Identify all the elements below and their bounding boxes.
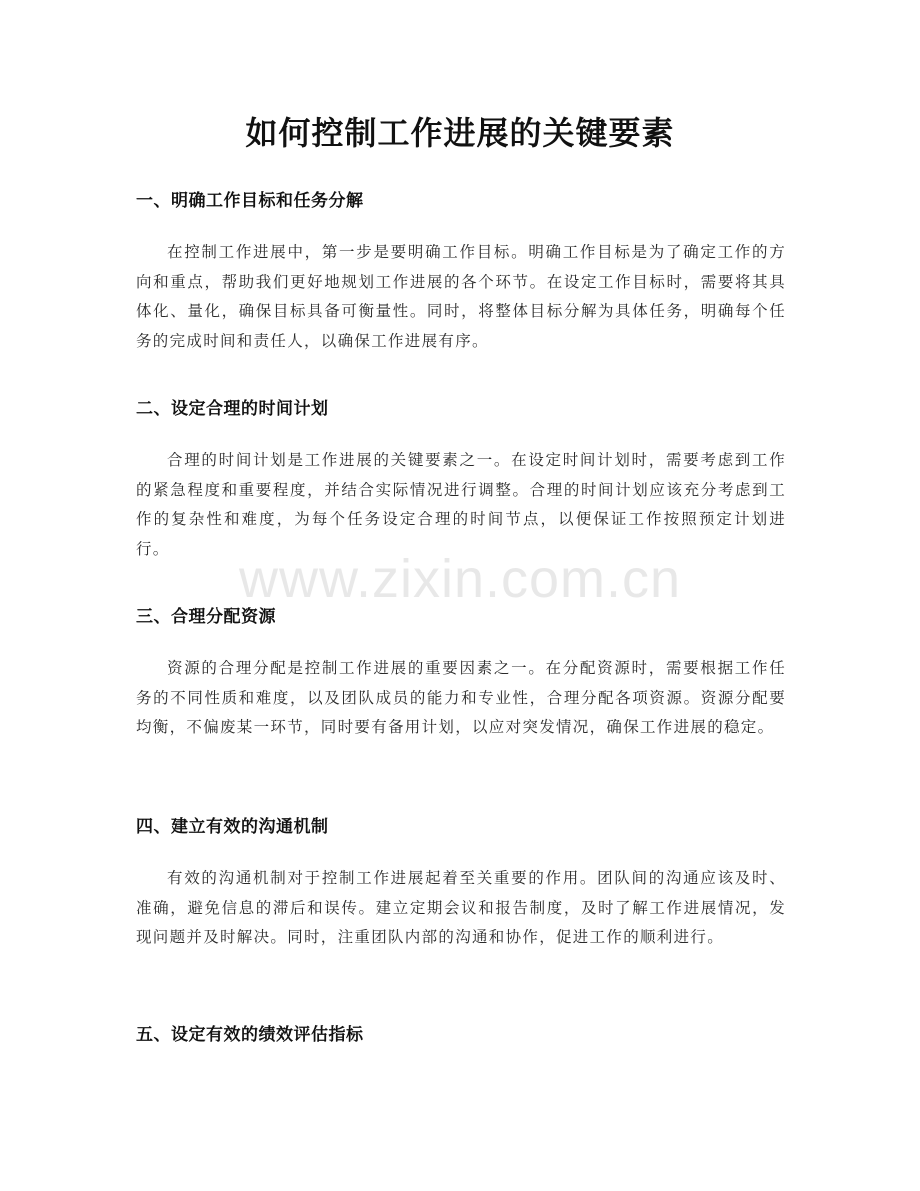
document-title: 如何控制工作进展的关键要素 [245, 114, 675, 152]
section-2 [136, 397, 786, 564]
section-5 [136, 1023, 786, 1047]
section-heading: 一、明确工作目标和任务分解 [136, 191, 364, 211]
section-heading: 五、设定有效的绩效评估指标 [136, 1025, 364, 1045]
section-1 [136, 189, 786, 356]
section-paragraph: 合理的时间计划是工作进展的关键要素之一。在设定时间计划时，需要考虑到工作的紧急程度和重要程度，并结合实际情况进行调整。合理的时间计划应该充分考虑到工作的复杂性和难度，为每个任务设定合理的时间节点，以便保证工作按照预定计划进行。 [136, 451, 786, 558]
section-heading: 三、合理分配资源 [136, 607, 276, 627]
section-heading: 二、设定合理的时间计划 [136, 399, 329, 419]
section-paragraph: 在控制工作进展中，第一步是要明确工作目标。明确工作目标是为了确定工作的方向和重点，帮助我们更好地规划工作进展的各个环节。在设定工作目标时，需要将其具体化、量化，确保目标具备可衡量性。同时，将整体目标分解为具体任务，明确每个任务的完成时间和责任人，以确保工作进展有序。 [136, 243, 786, 350]
watermark: www.zixin.com.cn [238, 549, 682, 609]
section-paragraph: 有效的沟通机制对于控制工作进展起着至关重要的作用。团队间的沟通应该及时、准确，避免信息的滞后和误传。建立定期会议和报告制度，及时了解工作进展情况，发现问题并及时解决。同时，注重团队内部的沟通和协作，促进工作的顺利进行。 [136, 869, 786, 946]
section-3 [136, 605, 786, 743]
section-4 [136, 815, 786, 953]
section-paragraph: 资源的合理分配是控制工作进展的重要因素之一。在分配资源时，需要根据工作任务的不同性质和难度，以及团队成员的能力和专业性，合理分配各项资源。资源分配要均衡，不偏废某一环节，同时要有备用计划，以应对突发情况，确保工作进展的稳定。 [136, 659, 786, 736]
section-heading: 四、建立有效的沟通机制 [136, 817, 329, 837]
